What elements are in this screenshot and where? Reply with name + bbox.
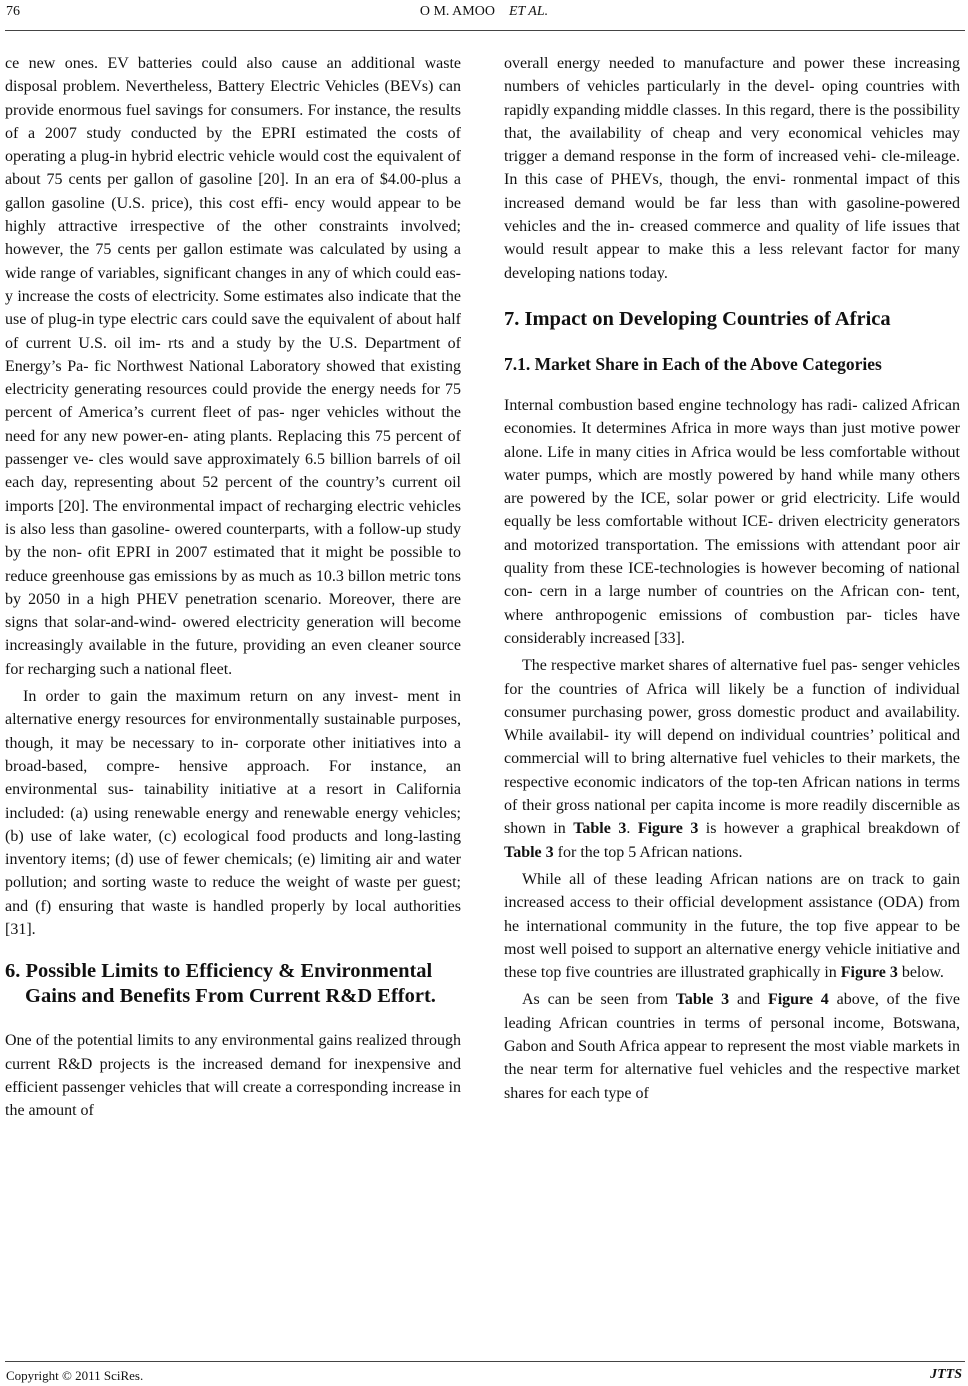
section-heading-7: 7. Impact on Developing Countries of Africa	[504, 307, 891, 330]
et-al: ET AL.	[508, 4, 549, 19]
paragraph: One of the potential limits to any environmental gains realized through current R&D projects is the increased demand for inexpensive and efficient passenger vehicles that will create a corresponding increase in the amount of	[5, 1032, 461, 1120]
page-number: 76	[6, 4, 20, 19]
right-column	[504, 52, 960, 1105]
figure-ref[interactable]: Figure 3	[840, 964, 898, 982]
section-heading-6: 6. Possible Limits to Efficiency & Environmental Gains and Benefits From Current R&D Effort.	[5, 960, 436, 1008]
left-column	[5, 52, 461, 1122]
paragraph: The respective market shares of alternative fuel pas- senger vehicles for the countries of Africa will likely be a function of individual consumer purchasing power, gross domestic product and availability. While availabil- ity will depend on individual countries’ political and commercial will to bring alternative fuel vehicles to their markets, the respective economic indicators of the top-ten African nations in terms of their gross national per capita income is more readily discernible as shown in Table 3. Figure 3 is however a graphical breakdown of Table 3 for the top 5 African nations.	[504, 657, 961, 861]
paragraph: In order to gain the maximum return on any invest- ment in alternative energy resources for environmentally sustainable purposes, though, it may be necessary to in- corporate other initiatives into a broad-based, compre- hensive approach. For instance, an environmental sus- tainability initiative at a resort in California included: (a) using renewable energy and renewable energy vehicles; (b) use of lake water, (c) ecological food products and long-lasting inventory items; (d) use of fewer chemicals; (e) limiting air and water pollution; and sorting waste to reduce the weight of waste per guest; and (f) ensuring that waste is handled properly by local authorities [31].	[5, 688, 461, 938]
paragraph: ce new ones. EV batteries could also cause an additional waste disposal problem. Nevertheless, Battery Electric Vehicles (BEVs) can provide enormous fuel savings for consumers. For instance, the results of a 2007 study conducted by the EPRI estimated the costs of operating a plug-in hybrid electric vehicle would cost the equivalent of about 75 cents per gallon of gasoline [20]. In an era of $4.00-plus a gallon gasoline (U.S. price), this cost effi- ency would appear to be highly attractive irrespective of the other constraints involved; however, the 75 cents per gallon estimate was calculated by using a wide range of variables, significant changes in any of which could eas- y increase the costs of electricity. Some estimates also indicate that the use of plug-in type electric cars could save the equivalent of about half of current U.S. oil im- rts and a study by the U.S. Department of Energy’s Pa- fic Northwest National Laboratory showed that existing electricity generating resources could provide the energy needs for 75 percent of America’s current fleet of pas- nger vehicles without the need for any new power-en- ating plants. Replacing this 75 percent of passenger ve- cles would save approximately 6.5 billion barrels of oil each day, representing about 52 percent of the country’s current oil imports [20]. The environmental impact of recharging electric vehicles is also less than gasoline- owered counterparts, with a follow-up study by the non- ofit EPRI in 2007 estimated that it might be possible to reduce greenhouse gas emissions by as much as 10.3 billon metric tons by 2050 in a high PHEV penetration scenario. Moreover, there are signs that solar-and-wind- owered electricity generation will become increasingly available in the future, providing an even cleaner source for recharging such a national fleet.	[5, 55, 461, 678]
table-ref[interactable]: Table 3	[504, 843, 554, 861]
running-header	[0, 0, 968, 30]
paragraph: As can be seen from Table 3 and Figure 4 above, of the five leading African countries in terms of personal income, Botswana, Gabon and South Africa appear to represent the most viable markets in the near term for alternative fuel vehicles and the respective market shares for each type of	[504, 991, 961, 1102]
paragraph: Internal combustion based engine technology has radi- calized African economies. It determines Africa in more ways than just motive power alone. Life in many cities in Africa would be less comfortable without water pumps, which are mostly powered by hand while many others are powered by the ICE, solar power or grid electricity. Life would equally be less comfortable without ICE- driven electricity generators and motorized transportation. The emissions with attendant poor air quality from these ICE-technologies is however becoming of national con- cern in a large number of countries on the African con- tent, where anthropogenic emissions of combustion par- ticles have considerably increased [33].	[504, 396, 960, 647]
running-title	[0, 4, 968, 20]
journal-abbrev: JTTS	[930, 1367, 962, 1382]
figure-ref[interactable]: Figure 3	[637, 820, 699, 838]
table-ref[interactable]: Table 3	[675, 991, 730, 1009]
header-rule	[5, 30, 965, 31]
table-ref[interactable]: Table 3	[573, 820, 627, 838]
paragraph: While all of these leading African nations are on track to gain increased access to their official development assistance (ODA) from he international community in the future, the top five appear to be most well poised to support an alternative energy vehicle initiative and these top five countries are illustrated graphically in Figure 3 below.	[504, 870, 960, 982]
authors: O M. AMOO	[419, 4, 495, 19]
footer-rule	[5, 1361, 965, 1362]
paragraph: overall energy needed to manufacture and power these increasing numbers of vehicles particularly in the devel- oping countries with rapidly expanding middle classes. In this regard, there is the possibility that, the availability of cheap and very economical vehicles may trigger a demand response in the form of increased vehi- cle-mileage. In this case of PHEVs, though, the envi- ronmental impact of this increased demand would be far less than with gasoline-powered vehicles and the in- creased commerce and quality of life issues that would result appear to make this a less relevant factor for many developing nations today.	[504, 55, 960, 282]
copyright: Copyright © 2011 SciRes.	[6, 1368, 144, 1383]
page-footer	[0, 1366, 968, 1386]
figure-ref[interactable]: Figure 4	[767, 991, 829, 1009]
subsection-heading-7-1: 7.1. Market Share in Each of the Above Categories	[504, 353, 882, 374]
